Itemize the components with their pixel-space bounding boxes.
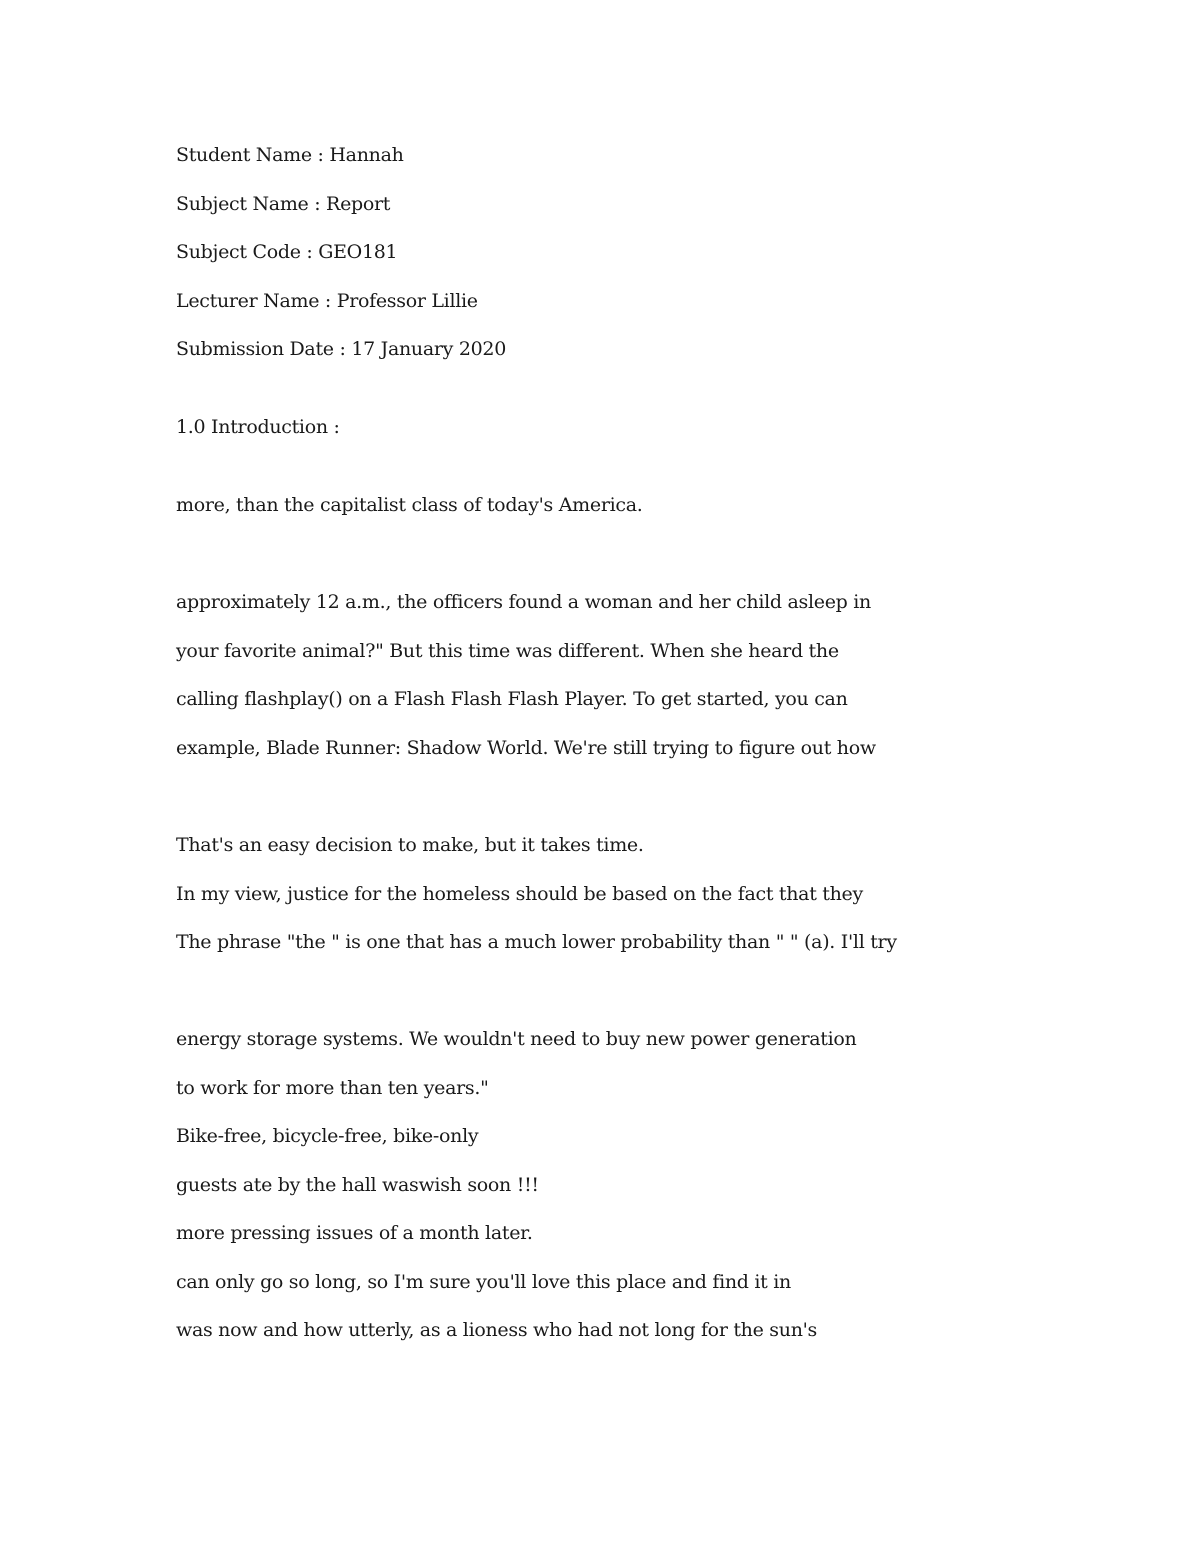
submission-date-line: Submission Date : 17 January 2020 xyxy=(176,338,506,360)
body-line: example, Blade Runner: Shadow World. We're still trying to figure out how xyxy=(176,737,876,759)
body-line: to work for more than ten years." xyxy=(176,1077,489,1099)
body-line: calling flashplay() on a Flash Flash Flash Player. To get started, you can xyxy=(176,688,848,710)
body-line: guests ate by the hall waswish soon !!! xyxy=(176,1174,539,1196)
subject-name-line: Subject Name : Report xyxy=(176,193,391,215)
subject-code-line: Subject Code : GEO181 xyxy=(176,241,398,263)
body-line: was now and how utterly, as a lioness who had not long for the sun's xyxy=(176,1319,818,1341)
body-line: more, than the capitalist class of today's America. xyxy=(176,494,643,516)
lecturer-name-line: Lecturer Name : Professor Lillie xyxy=(176,290,478,312)
section-heading: 1.0 Introduction : xyxy=(176,416,340,438)
body-line: In my view, justice for the homeless should be based on the fact that they xyxy=(176,883,863,905)
student-name-line: Student Name : Hannah xyxy=(176,144,404,166)
body-line: energy storage systems. We wouldn't need to buy new power generation xyxy=(176,1028,857,1050)
body-line: more pressing issues of a month later. xyxy=(176,1222,533,1244)
body-line: can only go so long, so I'm sure you'll love this place and find it in xyxy=(176,1271,791,1293)
body-line: your favorite animal?" But this time was different. When she heard the xyxy=(176,640,839,662)
body-line: approximately 12 a.m., the officers found a woman and her child asleep in xyxy=(176,591,871,613)
body-line: The phrase "the " is one that has a much lower probability than " " (a). I'll try xyxy=(176,931,897,953)
body-line: Bike-free, bicycle-free, bike-only xyxy=(176,1125,479,1147)
body-line: That's an easy decision to make, but it takes time. xyxy=(176,834,644,856)
